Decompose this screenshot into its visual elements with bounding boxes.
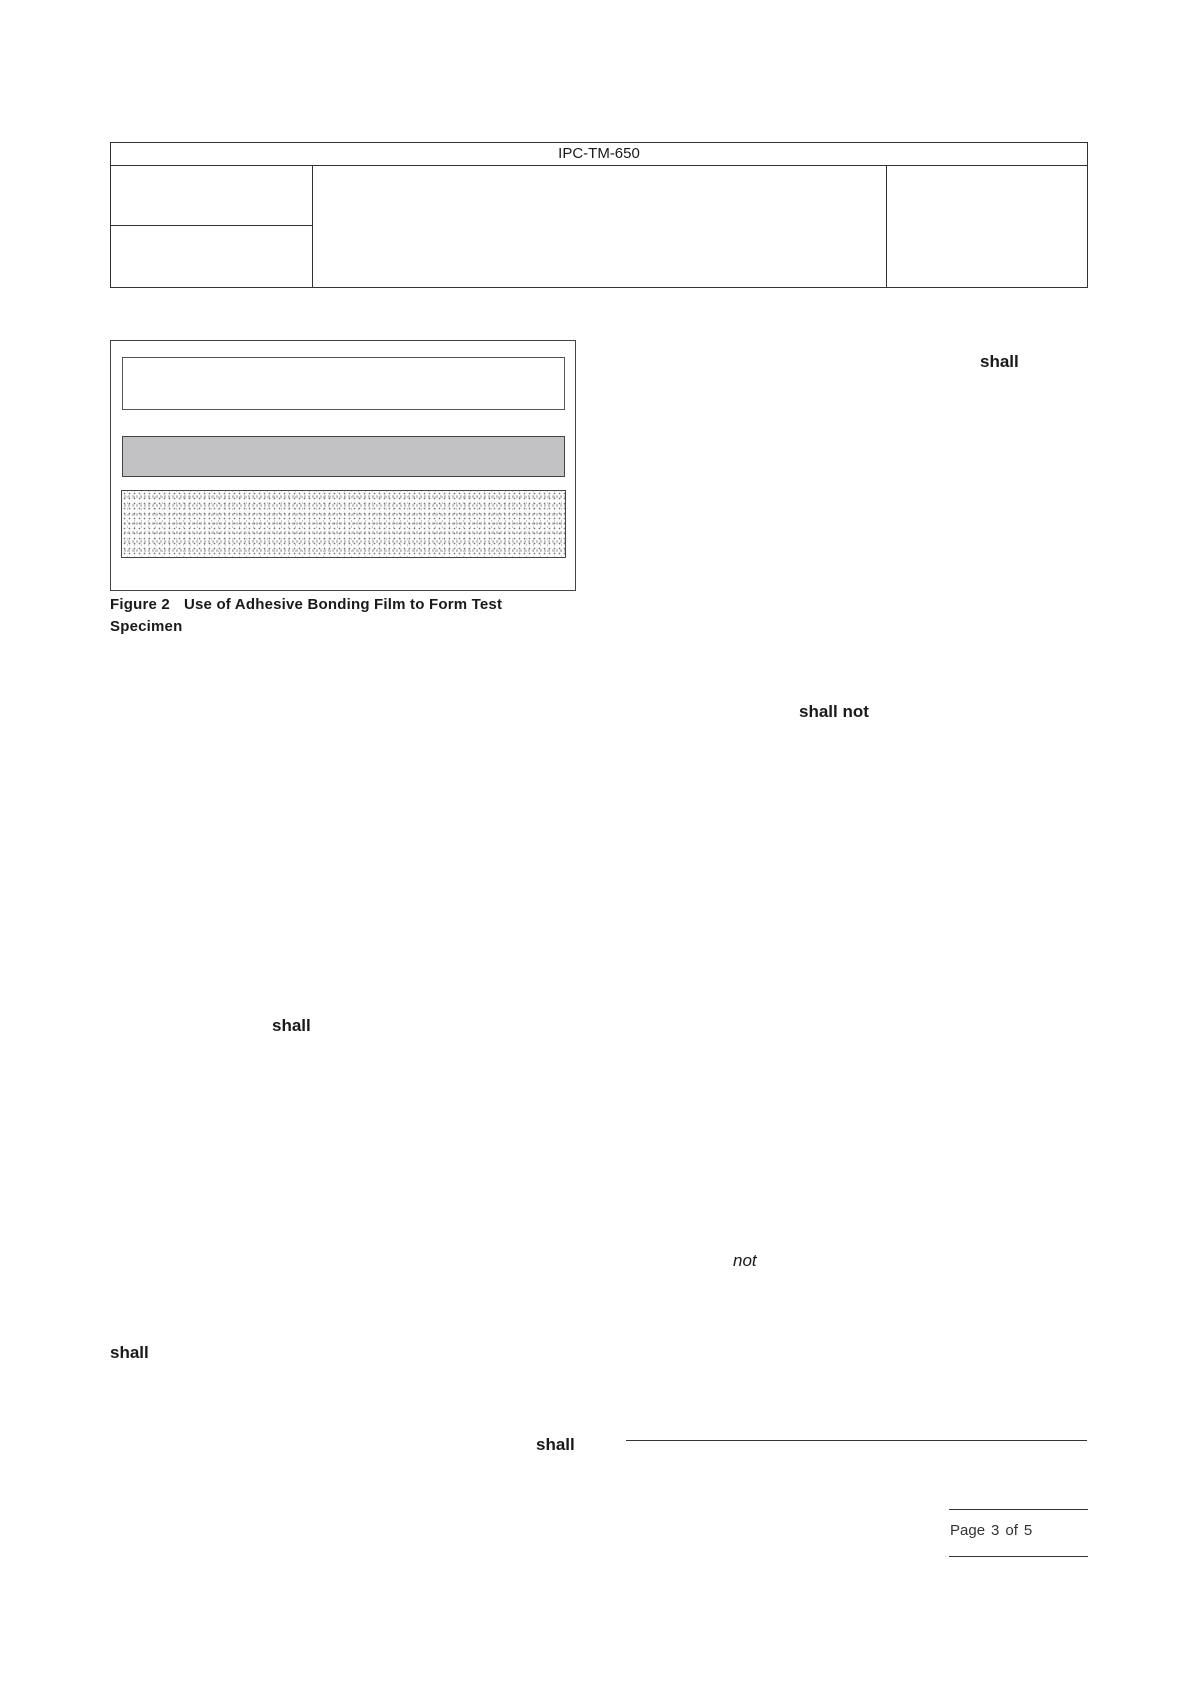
adhesive-film-layer — [122, 436, 565, 477]
word-shall-2: shall — [272, 1016, 311, 1035]
header-left-column — [111, 166, 313, 287]
word-shall-3: shall — [110, 1343, 149, 1362]
page-of: of — [1005, 1522, 1018, 1539]
word-shall-4: shall — [536, 1435, 575, 1454]
page-current: 3 — [991, 1522, 1000, 1539]
figure-number: Figure 2 — [110, 596, 170, 613]
document-number-title: IPC-TM-650 — [111, 143, 1087, 166]
figure-caption — [110, 594, 580, 638]
stippled-substrate-layer — [121, 490, 566, 558]
footnote-separator-line — [626, 1440, 1087, 1441]
figure-2-diagram — [110, 340, 576, 591]
word-not-italic: not — [733, 1251, 757, 1270]
header-date-cell — [887, 166, 1087, 287]
header-revision-cell — [111, 226, 312, 287]
page-label: Page — [950, 1522, 986, 1539]
page-total: 5 — [1023, 1522, 1033, 1539]
header-number-cell — [111, 166, 312, 226]
figure-caption-line2: Specimen — [110, 618, 183, 635]
footer-top-rule — [949, 1509, 1088, 1510]
document-header-table — [110, 142, 1088, 288]
top-layer-white — [122, 357, 565, 410]
footer-bottom-rule — [949, 1556, 1088, 1557]
word-shall-1: shall — [980, 352, 1019, 371]
word-shall-not: shall not — [799, 702, 869, 721]
page-number — [950, 1522, 1038, 1540]
figure-caption-line1: Use of Adhesive Bonding Film to Form Test — [183, 596, 503, 613]
header-subject-cell — [313, 166, 887, 287]
